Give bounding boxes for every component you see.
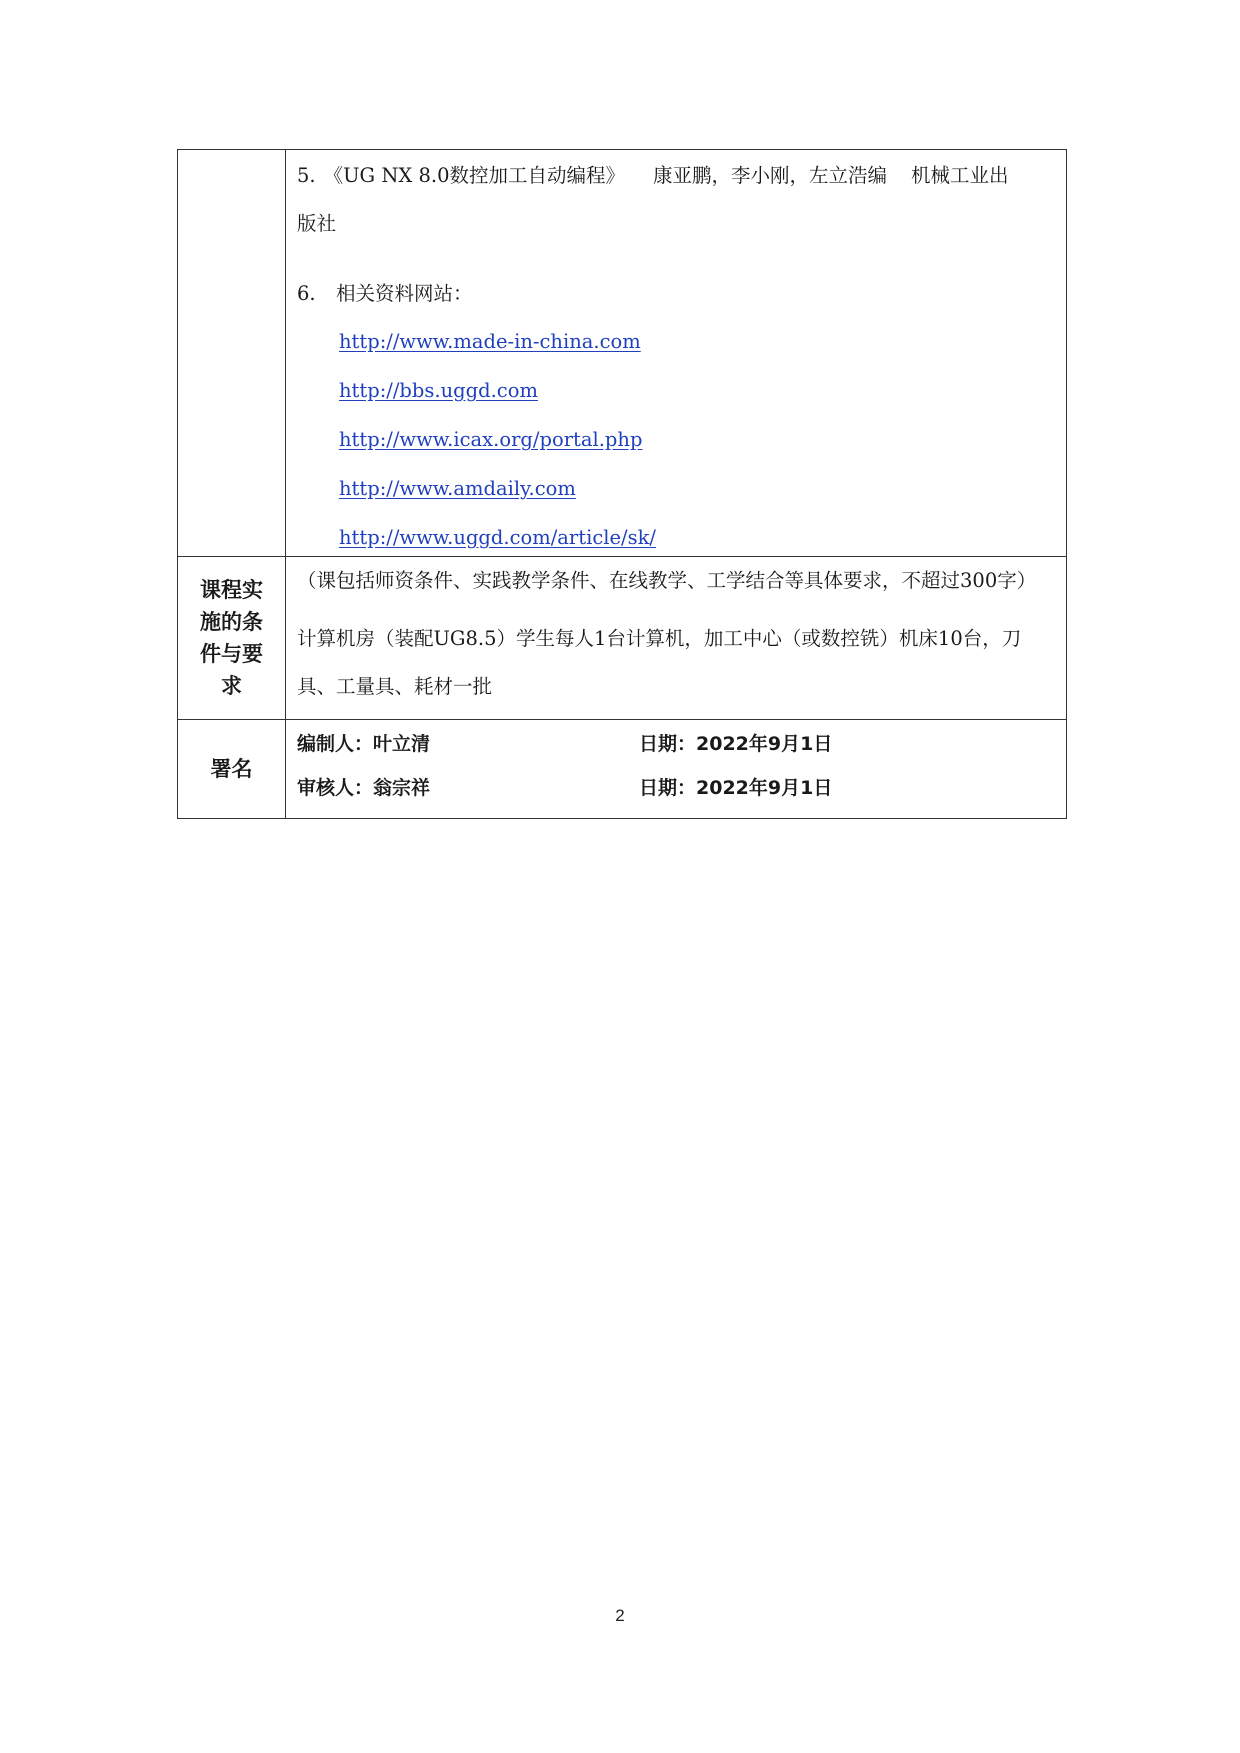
reference-5-publisher-continued: 版社 (297, 212, 337, 235)
website-link[interactable]: http://www.uggd.com/article/sk/ (339, 526, 656, 549)
reviewer-date: 日期：2022年9月1日 (639, 777, 833, 799)
reviewer-name: 审核人：翁宗祥 (297, 777, 431, 799)
website-link[interactable]: http://www.amdaily.com (339, 477, 576, 500)
conditions-note: （课包括师资条件、实践教学条件、在线教学、工学结合等具体要求，不超过300字） (297, 569, 1037, 592)
signature-label: 署名 (210, 757, 253, 781)
conditions-label-cell (178, 557, 286, 720)
reference-5-authors: 康亚鹏，李小刚，左立浩编 (652, 164, 887, 187)
references-row (178, 150, 1067, 557)
website-link[interactable]: http://bbs.uggd.com (339, 379, 538, 402)
reference-6-label: 相关资料网站： (336, 282, 473, 305)
conditions-cell (286, 557, 1067, 720)
reference-6 (297, 278, 1056, 310)
compiler-name: 编制人：叶立清 (297, 733, 431, 755)
website-link[interactable]: http://www.icax.org/portal.php (339, 428, 643, 451)
website-link[interactable]: http://www.made-in-china.com (339, 330, 641, 353)
conditions-body: 计算机房（装配UG8.5）学生每人1台计算机，加工中心（或数控铣）机床10台，刀具、工量具、耗材一批 (297, 627, 1022, 698)
compiler-row (297, 722, 1056, 766)
reference-5-publisher: 机械工业出 (911, 164, 1009, 187)
compiler-date: 日期：2022年9月1日 (639, 733, 833, 755)
website-list (297, 326, 1056, 554)
course-info-table (177, 149, 1067, 819)
references-label-cell (178, 150, 286, 557)
conditions-label: 课程实施的条件与要求 (200, 578, 263, 698)
signature-label-cell (178, 720, 286, 819)
signature-cell (286, 720, 1067, 819)
signature-row (178, 720, 1067, 819)
reference-5-number: 5. (297, 164, 316, 187)
reference-6-number: 6. (297, 282, 316, 305)
reference-5 (297, 160, 1056, 192)
page-number: 2 (615, 1606, 625, 1625)
conditions-row (178, 557, 1067, 720)
reviewer-row (297, 766, 1056, 810)
references-cell (286, 150, 1067, 557)
reference-5-title: 《UG NX 8.0数控加工自动编程》 (323, 164, 625, 187)
